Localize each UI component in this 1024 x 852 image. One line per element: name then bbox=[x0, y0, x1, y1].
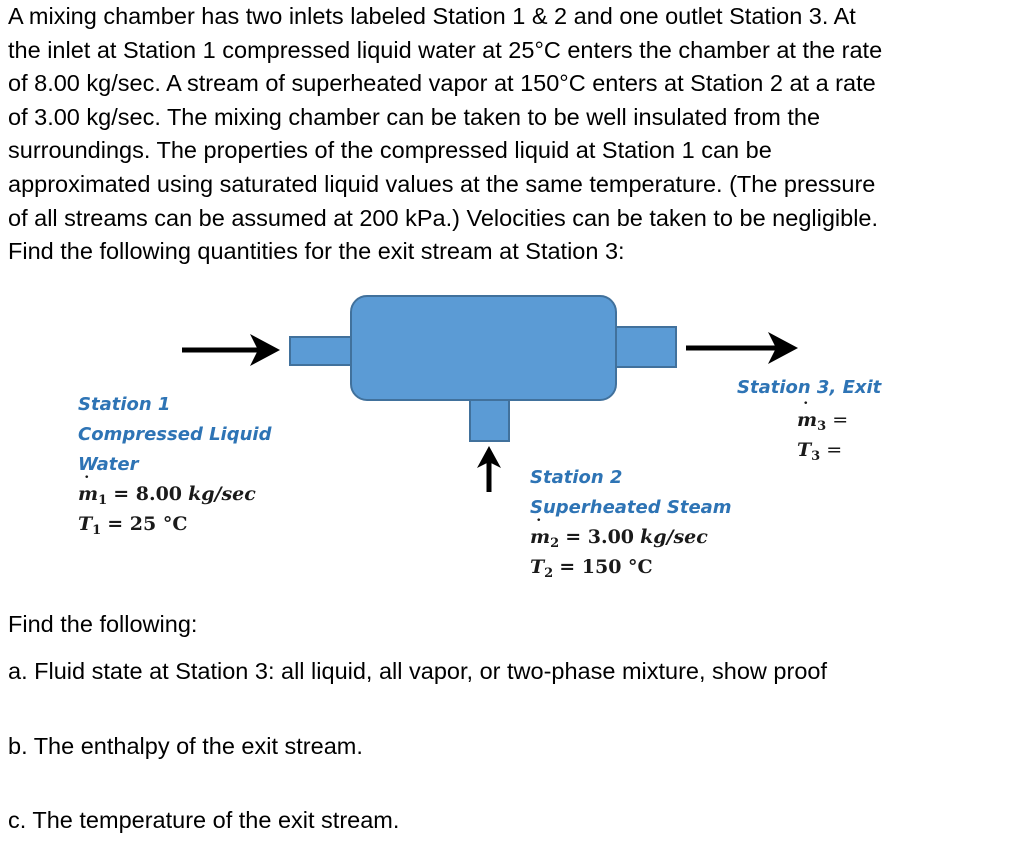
problem-line: the inlet at Station 1 compressed liquid water at 25°C enters the chamber at the rate bbox=[8, 36, 883, 63]
temperature-value: = bbox=[826, 439, 843, 461]
mdot-symbol: ˙ m bbox=[78, 481, 98, 508]
inlet-arrow-station-2 bbox=[477, 446, 501, 492]
subscript: 2 bbox=[544, 566, 554, 581]
mass-flow-value: = bbox=[832, 409, 849, 431]
exit-arrow-station-3 bbox=[686, 332, 798, 364]
station-1-title: Station 1 bbox=[78, 394, 171, 415]
mass-flow-value: = 8.00 bbox=[113, 483, 183, 505]
station-2-title: Station 2 bbox=[530, 467, 623, 488]
temperature-symbol: T bbox=[530, 556, 545, 578]
mdot-symbol: ˙ m bbox=[797, 407, 817, 434]
station-2-label bbox=[530, 463, 732, 523]
station-3-temperature bbox=[797, 437, 842, 470]
station-3-mass-flow bbox=[797, 407, 848, 440]
mass-flow-value: = 3.00 bbox=[565, 526, 635, 548]
subscript: 1 bbox=[92, 523, 102, 538]
mass-flow-unit: kg/sec bbox=[640, 526, 708, 548]
mdot-symbol: ˙ m bbox=[530, 524, 550, 551]
problem-line: of 8.00 kg/sec. A stream of superheated vapor at 150°C enters at Station 2 at a rate bbox=[8, 70, 876, 97]
inlet-pipe-station-1 bbox=[290, 337, 352, 365]
temperature-symbol: T bbox=[78, 513, 93, 535]
station-1-fluid-2: Water bbox=[78, 454, 139, 475]
station-1-mass-flow bbox=[78, 481, 256, 514]
problem-line: Find the following quantities for the exit stream at Station 3: bbox=[8, 238, 625, 265]
inlet-pipe-station-2 bbox=[470, 400, 509, 441]
question-c: c. The temperature of the exit stream. bbox=[8, 807, 400, 833]
subscript: 3 bbox=[811, 449, 821, 464]
question-b: b. The enthalpy of the exit stream. bbox=[8, 733, 363, 759]
mass-flow-unit: kg/sec bbox=[188, 483, 256, 505]
station-2-mass-flow bbox=[530, 524, 708, 557]
questions-header: Find the following: bbox=[8, 611, 198, 637]
problem-line: of 3.00 kg/sec. The mixing chamber can be taken to be well insulated from the bbox=[8, 103, 821, 130]
station-1-temperature bbox=[78, 511, 187, 544]
station-2-temperature bbox=[530, 554, 653, 587]
subscript: 1 bbox=[98, 493, 108, 508]
subscript: 2 bbox=[550, 536, 560, 551]
station-2-fluid: Superheated Steam bbox=[530, 497, 732, 518]
problem-line: A mixing chamber has two inlets labeled Station 1 & 2 and one outlet Station 3. At bbox=[8, 3, 856, 29]
problem-line: surroundings. The properties of the compressed liquid at Station 1 can be bbox=[8, 137, 772, 164]
question-a: a. Fluid state at Station 3: all liquid, all vapor, or two-phase mixture, show proof bbox=[8, 658, 828, 684]
station-3-label: Station 3, Exit bbox=[737, 377, 882, 398]
problem-line: of all streams can be assumed at 200 kPa.) Velocities can be taken to be negligible. bbox=[8, 204, 879, 231]
station-1-fluid: Compressed Liquid bbox=[78, 424, 272, 445]
outlet-pipe-station-3 bbox=[616, 327, 676, 367]
subscript: 3 bbox=[817, 419, 827, 434]
temperature-value: = 150 °C bbox=[559, 556, 653, 578]
inlet-arrow-station-1 bbox=[182, 334, 280, 366]
temperature-symbol: T bbox=[797, 439, 812, 461]
problem-line: approximated using saturated liquid values at the same temperature. (The pressure bbox=[8, 170, 876, 197]
mixing-chamber-body bbox=[351, 296, 616, 400]
station-1-label bbox=[78, 390, 271, 480]
temperature-value: = 25 °C bbox=[107, 513, 188, 535]
